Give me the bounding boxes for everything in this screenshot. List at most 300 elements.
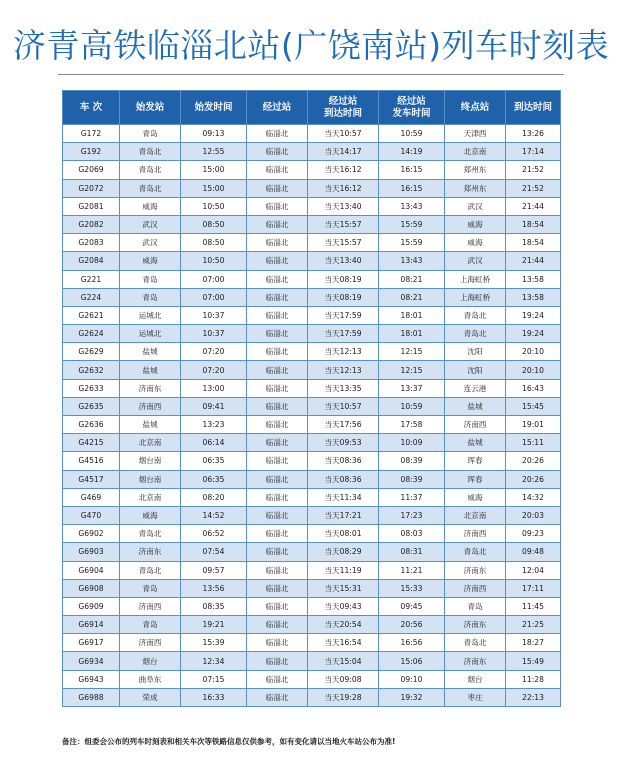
cell-via-station: 临淄北 (247, 197, 308, 215)
header-via-arrival-time: 经过站 到达时间 (308, 91, 379, 125)
cell-arrival-time: 13:58 (506, 270, 561, 288)
cell-train-number: G172 (63, 125, 120, 143)
cell-departure-time: 06:35 (181, 452, 247, 470)
cell-via-station: 临淄北 (247, 179, 308, 197)
cell-departure-time: 16:33 (181, 688, 247, 706)
cell-origin-station: 武汉 (120, 215, 181, 233)
cell-via-departure-time: 11:37 (379, 488, 445, 506)
table-row (63, 488, 561, 506)
cell-via-departure-time: 16:15 (379, 179, 445, 197)
cell-train-number: G6914 (63, 616, 120, 634)
cell-arrival-time: 17:11 (506, 579, 561, 597)
cell-train-number: G2083 (63, 234, 120, 252)
table-row (63, 288, 561, 306)
cell-terminal-station: 青岛北 (445, 634, 506, 652)
cell-departure-time: 07:00 (181, 270, 247, 288)
cell-train-number: G2624 (63, 325, 120, 343)
cell-train-number: G2069 (63, 161, 120, 179)
table-row (63, 543, 561, 561)
cell-train-number: G2081 (63, 197, 120, 215)
table-row (63, 325, 561, 343)
cell-departure-time: 15:00 (181, 179, 247, 197)
cell-via-departure-time: 09:10 (379, 670, 445, 688)
cell-via-departure-time: 08:03 (379, 525, 445, 543)
cell-terminal-station: 威海 (445, 234, 506, 252)
cell-departure-time: 13:00 (181, 379, 247, 397)
cell-terminal-station: 珲春 (445, 452, 506, 470)
cell-via-station: 临淄北 (247, 506, 308, 524)
table-row (63, 416, 561, 434)
cell-via-departure-time: 13:43 (379, 252, 445, 270)
cell-departure-time: 09:41 (181, 397, 247, 415)
cell-arrival-time: 18:27 (506, 634, 561, 652)
cell-arrival-time: 11:45 (506, 597, 561, 615)
cell-departure-time: 10:37 (181, 325, 247, 343)
cell-terminal-station: 郑州东 (445, 179, 506, 197)
cell-origin-station: 青岛 (120, 270, 181, 288)
cell-terminal-station: 济南东 (445, 652, 506, 670)
cell-via-station: 临淄北 (247, 270, 308, 288)
cell-via-arrival-time: 当天15:57 (308, 215, 379, 233)
cell-via-station: 临淄北 (247, 161, 308, 179)
cell-via-station: 临淄北 (247, 525, 308, 543)
cell-terminal-station: 青岛北 (445, 325, 506, 343)
cell-train-number: G2084 (63, 252, 120, 270)
cell-via-departure-time: 08:31 (379, 543, 445, 561)
cell-via-departure-time: 19:32 (379, 688, 445, 706)
cell-terminal-station: 青岛北 (445, 543, 506, 561)
cell-terminal-station: 上海虹桥 (445, 288, 506, 306)
cell-arrival-time: 15:49 (506, 652, 561, 670)
cell-via-station: 临淄北 (247, 306, 308, 324)
cell-via-arrival-time: 当天17:59 (308, 306, 379, 324)
table-row (63, 234, 561, 252)
cell-origin-station: 曲阜东 (120, 670, 181, 688)
cell-via-arrival-time: 当天15:31 (308, 579, 379, 597)
table-row (63, 506, 561, 524)
cell-terminal-station: 北京南 (445, 143, 506, 161)
cell-origin-station: 青岛北 (120, 143, 181, 161)
cell-arrival-time: 21:25 (506, 616, 561, 634)
cell-departure-time: 07:00 (181, 288, 247, 306)
cell-terminal-station: 连云港 (445, 379, 506, 397)
header-departure-time: 始发时间 (181, 91, 247, 125)
cell-arrival-time: 18:54 (506, 215, 561, 233)
cell-via-station: 临淄北 (247, 688, 308, 706)
cell-departure-time: 09:57 (181, 561, 247, 579)
table-row (63, 197, 561, 215)
cell-train-number: G6903 (63, 543, 120, 561)
cell-train-number: G2072 (63, 179, 120, 197)
cell-via-station: 临淄北 (247, 616, 308, 634)
cell-origin-station: 烟台南 (120, 452, 181, 470)
cell-train-number: G2635 (63, 397, 120, 415)
cell-via-station: 临淄北 (247, 143, 308, 161)
cell-via-arrival-time: 当天09:53 (308, 434, 379, 452)
cell-departure-time: 15:00 (181, 161, 247, 179)
cell-via-station: 临淄北 (247, 652, 308, 670)
cell-train-number: G6909 (63, 597, 120, 615)
table-row (63, 597, 561, 615)
cell-arrival-time: 15:45 (506, 397, 561, 415)
cell-arrival-time: 13:58 (506, 288, 561, 306)
cell-via-departure-time: 17:23 (379, 506, 445, 524)
cell-terminal-station: 沈阳 (445, 343, 506, 361)
header-via-station: 经过站 (247, 91, 308, 125)
cell-via-arrival-time: 当天17:21 (308, 506, 379, 524)
table-row (63, 379, 561, 397)
cell-departure-time: 10:50 (181, 252, 247, 270)
cell-via-departure-time: 18:01 (379, 306, 445, 324)
cell-arrival-time: 21:52 (506, 179, 561, 197)
cell-via-arrival-time: 当天08:19 (308, 288, 379, 306)
cell-origin-station: 青岛北 (120, 179, 181, 197)
cell-departure-time: 06:52 (181, 525, 247, 543)
cell-via-station: 临淄北 (247, 579, 308, 597)
cell-via-departure-time: 13:43 (379, 197, 445, 215)
cell-train-number: G6943 (63, 670, 120, 688)
cell-departure-time: 13:56 (181, 579, 247, 597)
cell-train-number: G192 (63, 143, 120, 161)
table-row (63, 215, 561, 233)
cell-arrival-time: 19:24 (506, 306, 561, 324)
cell-via-departure-time: 11:21 (379, 561, 445, 579)
cell-train-number: G4516 (63, 452, 120, 470)
cell-via-station: 临淄北 (247, 543, 308, 561)
cell-via-station: 临淄北 (247, 234, 308, 252)
cell-origin-station: 青岛北 (120, 561, 181, 579)
cell-via-departure-time: 17:58 (379, 416, 445, 434)
cell-arrival-time: 16:43 (506, 379, 561, 397)
cell-train-number: G2082 (63, 215, 120, 233)
table-row (63, 179, 561, 197)
cell-origin-station: 运城北 (120, 325, 181, 343)
header-via-departure-time: 经过站 发车时间 (379, 91, 445, 125)
cell-terminal-station: 珲春 (445, 470, 506, 488)
cell-via-arrival-time: 当天15:57 (308, 234, 379, 252)
cell-train-number: G224 (63, 288, 120, 306)
cell-via-departure-time: 16:15 (379, 161, 445, 179)
cell-via-station: 临淄北 (247, 125, 308, 143)
table-row (63, 434, 561, 452)
cell-via-arrival-time: 当天08:01 (308, 525, 379, 543)
cell-departure-time: 08:35 (181, 597, 247, 615)
cell-departure-time: 09:13 (181, 125, 247, 143)
cell-train-number: G469 (63, 488, 120, 506)
cell-via-station: 临淄北 (247, 416, 308, 434)
cell-departure-time: 10:50 (181, 197, 247, 215)
cell-origin-station: 济南东 (120, 543, 181, 561)
cell-origin-station: 盐城 (120, 343, 181, 361)
cell-via-station: 临淄北 (247, 361, 308, 379)
cell-via-arrival-time: 当天19:28 (308, 688, 379, 706)
timetable-body (63, 125, 561, 707)
cell-origin-station: 青岛北 (120, 525, 181, 543)
header-train-number: 车 次 (63, 91, 120, 125)
cell-train-number: G2632 (63, 361, 120, 379)
cell-arrival-time: 20:10 (506, 361, 561, 379)
cell-departure-time: 10:37 (181, 306, 247, 324)
table-row (63, 634, 561, 652)
cell-departure-time: 13:23 (181, 416, 247, 434)
cell-origin-station: 济南西 (120, 397, 181, 415)
cell-arrival-time: 13:26 (506, 125, 561, 143)
cell-terminal-station: 武汉 (445, 197, 506, 215)
cell-via-station: 临淄北 (247, 215, 308, 233)
cell-terminal-station: 烟台 (445, 670, 506, 688)
cell-train-number: G6988 (63, 688, 120, 706)
title-divider (58, 74, 564, 75)
footnote: 备注：组委会公布的列车时刻表和相关车次等铁路信息仅供参考，如有变化请以当地火车站公布为准! (62, 737, 396, 746)
table-header-row (63, 91, 561, 125)
cell-terminal-station: 青岛北 (445, 306, 506, 324)
cell-via-departure-time: 13:37 (379, 379, 445, 397)
cell-origin-station: 运城北 (120, 306, 181, 324)
cell-arrival-time: 17:14 (506, 143, 561, 161)
cell-via-station: 临淄北 (247, 434, 308, 452)
cell-origin-station: 济南东 (120, 379, 181, 397)
cell-terminal-station: 天津西 (445, 125, 506, 143)
cell-via-arrival-time: 当天16:12 (308, 179, 379, 197)
header-terminal-station: 终点站 (445, 91, 506, 125)
cell-origin-station: 烟台 (120, 652, 181, 670)
cell-via-departure-time: 15:06 (379, 652, 445, 670)
cell-via-arrival-time: 当天13:35 (308, 379, 379, 397)
table-row (63, 143, 561, 161)
table-row (63, 343, 561, 361)
page-title: 济青高铁临淄北站(广饶南站)列车时刻表 (12, 26, 610, 65)
cell-via-departure-time: 15:59 (379, 215, 445, 233)
cell-origin-station: 北京南 (120, 434, 181, 452)
cell-via-arrival-time: 当天13:40 (308, 252, 379, 270)
cell-via-station: 临淄北 (247, 561, 308, 579)
table-row (63, 306, 561, 324)
table-row (63, 161, 561, 179)
cell-departure-time: 14:52 (181, 506, 247, 524)
cell-via-arrival-time: 当天16:12 (308, 161, 379, 179)
cell-origin-station: 武汉 (120, 234, 181, 252)
cell-via-arrival-time: 当天14:17 (308, 143, 379, 161)
table-row (63, 270, 561, 288)
cell-train-number: G6902 (63, 525, 120, 543)
cell-via-arrival-time: 当天16:54 (308, 634, 379, 652)
cell-origin-station: 盐城 (120, 361, 181, 379)
cell-via-departure-time: 10:59 (379, 125, 445, 143)
cell-departure-time: 08:50 (181, 234, 247, 252)
cell-train-number: G6904 (63, 561, 120, 579)
cell-departure-time: 06:35 (181, 470, 247, 488)
cell-via-departure-time: 08:39 (379, 452, 445, 470)
cell-terminal-station: 上海虹桥 (445, 270, 506, 288)
cell-origin-station: 济南西 (120, 634, 181, 652)
cell-train-number: G6917 (63, 634, 120, 652)
cell-via-station: 临淄北 (247, 670, 308, 688)
cell-origin-station: 威海 (120, 506, 181, 524)
table-row (63, 361, 561, 379)
cell-departure-time: 08:50 (181, 215, 247, 233)
cell-terminal-station: 北京南 (445, 506, 506, 524)
cell-arrival-time: 11:28 (506, 670, 561, 688)
cell-terminal-station: 威海 (445, 215, 506, 233)
cell-origin-station: 济南西 (120, 597, 181, 615)
cell-origin-station: 青岛北 (120, 161, 181, 179)
cell-via-departure-time: 20:56 (379, 616, 445, 634)
table-row (63, 252, 561, 270)
cell-via-departure-time: 10:59 (379, 397, 445, 415)
cell-departure-time: 12:34 (181, 652, 247, 670)
cell-departure-time: 07:54 (181, 543, 247, 561)
cell-via-departure-time: 08:39 (379, 470, 445, 488)
table-row (63, 470, 561, 488)
cell-via-station: 临淄北 (247, 634, 308, 652)
cell-origin-station: 青岛 (120, 579, 181, 597)
cell-train-number: G221 (63, 270, 120, 288)
cell-departure-time: 06:14 (181, 434, 247, 452)
cell-origin-station: 威海 (120, 197, 181, 215)
cell-arrival-time: 22:13 (506, 688, 561, 706)
cell-terminal-station: 济南西 (445, 579, 506, 597)
cell-via-arrival-time: 当天09:08 (308, 670, 379, 688)
cell-via-departure-time: 10:09 (379, 434, 445, 452)
cell-departure-time: 15:39 (181, 634, 247, 652)
cell-via-arrival-time: 当天10:57 (308, 125, 379, 143)
table-row (63, 579, 561, 597)
cell-terminal-station: 枣庄 (445, 688, 506, 706)
cell-via-arrival-time: 当天15:04 (308, 652, 379, 670)
cell-terminal-station: 济南东 (445, 561, 506, 579)
cell-departure-time: 19:21 (181, 616, 247, 634)
cell-arrival-time: 15:11 (506, 434, 561, 452)
cell-via-departure-time: 12:15 (379, 361, 445, 379)
cell-departure-time: 07:20 (181, 343, 247, 361)
cell-via-arrival-time: 当天08:36 (308, 470, 379, 488)
table-row (63, 616, 561, 634)
cell-via-departure-time: 08:21 (379, 270, 445, 288)
cell-terminal-station: 郑州东 (445, 161, 506, 179)
cell-departure-time: 07:20 (181, 361, 247, 379)
table-row (63, 452, 561, 470)
cell-via-departure-time: 12:15 (379, 343, 445, 361)
cell-train-number: G2633 (63, 379, 120, 397)
cell-via-station: 临淄北 (247, 252, 308, 270)
header-origin-station: 始发站 (120, 91, 181, 125)
table-row (63, 670, 561, 688)
cell-departure-time: 08:20 (181, 488, 247, 506)
cell-arrival-time: 09:23 (506, 525, 561, 543)
cell-train-number: G2636 (63, 416, 120, 434)
cell-via-departure-time: 14:19 (379, 143, 445, 161)
cell-departure-time: 07:15 (181, 670, 247, 688)
cell-arrival-time: 20:10 (506, 343, 561, 361)
cell-via-station: 临淄北 (247, 452, 308, 470)
cell-via-station: 临淄北 (247, 288, 308, 306)
cell-via-arrival-time: 当天11:19 (308, 561, 379, 579)
cell-origin-station: 青岛 (120, 288, 181, 306)
cell-via-departure-time: 16:56 (379, 634, 445, 652)
cell-origin-station: 烟台南 (120, 470, 181, 488)
cell-origin-station: 盐城 (120, 416, 181, 434)
cell-terminal-station: 济南西 (445, 416, 506, 434)
cell-terminal-station: 济南东 (445, 616, 506, 634)
cell-departure-time: 12:55 (181, 143, 247, 161)
table-row (63, 561, 561, 579)
cell-via-arrival-time: 当天09:43 (308, 597, 379, 615)
cell-train-number: G470 (63, 506, 120, 524)
cell-via-station: 临淄北 (247, 488, 308, 506)
cell-arrival-time: 20:26 (506, 470, 561, 488)
cell-origin-station: 青岛 (120, 125, 181, 143)
cell-arrival-time: 21:44 (506, 197, 561, 215)
cell-train-number: G2629 (63, 343, 120, 361)
cell-via-arrival-time: 当天20:54 (308, 616, 379, 634)
cell-via-departure-time: 15:33 (379, 579, 445, 597)
cell-arrival-time: 20:03 (506, 506, 561, 524)
cell-train-number: G6908 (63, 579, 120, 597)
cell-via-departure-time: 18:01 (379, 325, 445, 343)
cell-arrival-time: 20:26 (506, 452, 561, 470)
cell-via-departure-time: 15:59 (379, 234, 445, 252)
cell-via-arrival-time: 当天08:19 (308, 270, 379, 288)
cell-arrival-time: 09:48 (506, 543, 561, 561)
cell-via-station: 临淄北 (247, 343, 308, 361)
table-row (63, 688, 561, 706)
cell-terminal-station: 盐城 (445, 397, 506, 415)
cell-train-number: G6934 (63, 652, 120, 670)
timetable (62, 90, 561, 707)
cell-via-arrival-time: 当天17:56 (308, 416, 379, 434)
cell-arrival-time: 18:54 (506, 234, 561, 252)
cell-via-departure-time: 08:21 (379, 288, 445, 306)
cell-via-station: 临淄北 (247, 470, 308, 488)
cell-origin-station: 北京南 (120, 488, 181, 506)
cell-origin-station: 荣成 (120, 688, 181, 706)
cell-terminal-station: 济南西 (445, 525, 506, 543)
cell-via-arrival-time: 当天12:13 (308, 343, 379, 361)
cell-via-arrival-time: 当天17:59 (308, 325, 379, 343)
cell-via-station: 临淄北 (247, 597, 308, 615)
cell-arrival-time: 21:52 (506, 161, 561, 179)
cell-arrival-time: 12:04 (506, 561, 561, 579)
cell-origin-station: 青岛 (120, 616, 181, 634)
table-row (63, 125, 561, 143)
cell-via-arrival-time: 当天10:57 (308, 397, 379, 415)
cell-arrival-time: 21:44 (506, 252, 561, 270)
cell-arrival-time: 14:32 (506, 488, 561, 506)
cell-via-arrival-time: 当天08:36 (308, 452, 379, 470)
cell-terminal-station: 盐城 (445, 434, 506, 452)
cell-via-arrival-time: 当天12:13 (308, 361, 379, 379)
table-row (63, 397, 561, 415)
cell-via-station: 临淄北 (247, 379, 308, 397)
cell-arrival-time: 19:24 (506, 325, 561, 343)
cell-via-departure-time: 09:45 (379, 597, 445, 615)
cell-via-station: 临淄北 (247, 325, 308, 343)
cell-origin-station: 威海 (120, 252, 181, 270)
cell-arrival-time: 19:01 (506, 416, 561, 434)
table-row (63, 525, 561, 543)
cell-terminal-station: 青岛 (445, 597, 506, 615)
cell-terminal-station: 沈阳 (445, 361, 506, 379)
cell-train-number: G4517 (63, 470, 120, 488)
cell-terminal-station: 威海 (445, 488, 506, 506)
cell-train-number: G2621 (63, 306, 120, 324)
cell-terminal-station: 武汉 (445, 252, 506, 270)
header-arrival-time: 到达时间 (506, 91, 561, 125)
cell-train-number: G4215 (63, 434, 120, 452)
cell-via-arrival-time: 当天08:29 (308, 543, 379, 561)
cell-via-arrival-time: 当天13:40 (308, 197, 379, 215)
cell-via-arrival-time: 当天11:34 (308, 488, 379, 506)
